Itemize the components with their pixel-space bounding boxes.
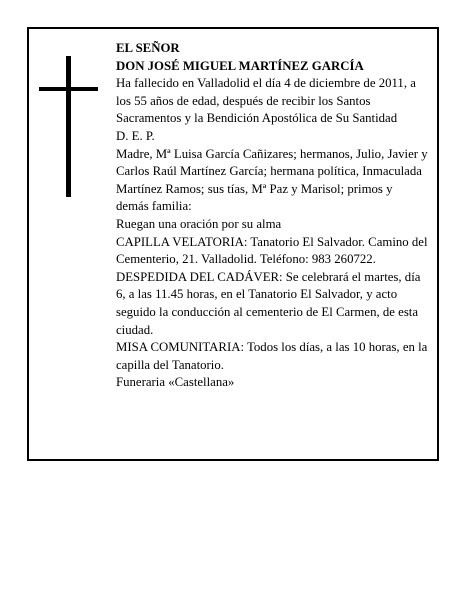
death-announcement: Ha fallecido en Valladolid el día 4 de diciembre de 2011, a los 55 años de edad, después de recibir los Santos Sacramentos y la Bendición Apostólica de Su Santidad	[116, 76, 416, 126]
obituary-notice	[27, 27, 439, 461]
chapel-info: CAPILLA VELATORIA: Tanatorio El Salvador. Camino del Cementerio, 21. Valladolid. Teléfono: 983 260722.	[116, 234, 428, 267]
prayer-request: Ruegan una oración por su alma	[116, 216, 282, 231]
mass-info: MISA COMUNITARIA: Todos los días, a las 10 horas, en la capilla del Tanatorio.	[116, 340, 428, 372]
rip-text: D. E. P.	[116, 128, 155, 143]
cross-horizontal-bar	[39, 87, 98, 91]
cross-vertical-bar	[66, 56, 71, 197]
heading-title: EL SEÑOR	[116, 41, 180, 55]
deceased-name: DON JOSÉ MIGUEL MARTÍNEZ GARCÍA	[116, 58, 364, 73]
family-list: Madre, Mª Luisa García Cañizares; hermanos, Julio, Javier y Carlos Raúl Martínez García; hermana política, Inmaculada Martínez Ramos; sus tías, Mª Paz y Marisol; primos y demás familia:	[116, 146, 428, 214]
notice-text	[116, 40, 428, 392]
funeral-home: Funeraria «Castellana»	[116, 375, 235, 390]
farewell-info: DESPEDIDA DEL CADÁVER: Se celebrará el martes, día 6, a las 11.45 horas, en el Tanatorio El Salvador, y acto seguido la conducción al cementerio de El Carmen, de esta ciudad.	[116, 269, 421, 337]
